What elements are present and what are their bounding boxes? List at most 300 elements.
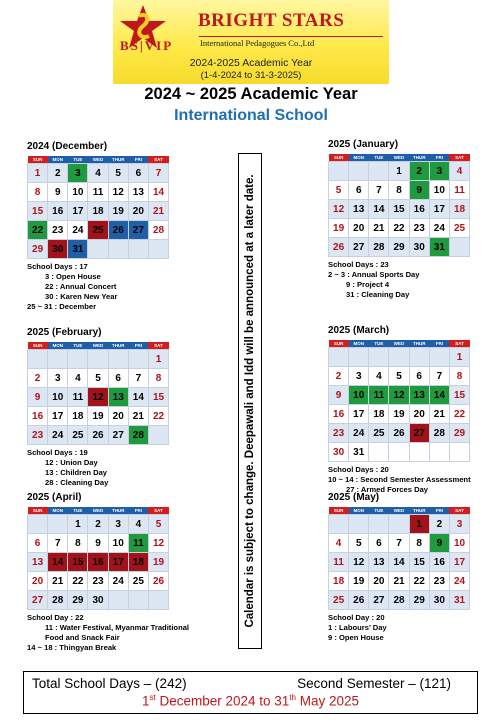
calendar-day: 12 xyxy=(389,386,409,405)
weekday-header: TUE xyxy=(369,154,389,162)
weekday-header: SAT xyxy=(449,154,469,162)
calendar-day: 10 xyxy=(68,183,88,202)
calendar-day: 3 xyxy=(449,515,469,534)
month-title: 2025 (May) xyxy=(328,492,380,503)
calendar-day: 21 xyxy=(128,407,148,426)
calendar-day: 25 xyxy=(449,219,469,238)
weekday-header: FRI xyxy=(429,507,449,515)
calendar-day: 18 xyxy=(128,553,148,572)
weekday-header: SUN xyxy=(329,340,349,348)
page-title: 2024 ~ 2025 Academic Year xyxy=(144,85,358,103)
calendar-day: 17 xyxy=(108,553,128,572)
month-title: 2025 (January) xyxy=(328,139,399,150)
company-name: International Pedagogues Co.,Ltd xyxy=(200,38,315,48)
calendar-day xyxy=(88,240,108,259)
calendar-day: 30 xyxy=(329,443,349,462)
calendar-day: 4 xyxy=(68,369,88,388)
month-february-2025 xyxy=(27,327,169,488)
calendar-day: 8 xyxy=(389,181,409,200)
logo-year: 2024-2025 Academic Year xyxy=(189,57,313,69)
weekday-header: WED xyxy=(88,507,108,515)
calendar-week xyxy=(329,219,470,238)
calendar-day: 8 xyxy=(449,367,469,386)
calendar-day: 5 xyxy=(108,164,128,183)
calendar-day: 10 xyxy=(48,388,68,407)
calendar-day: 3 xyxy=(108,515,128,534)
calendar-day: 11 xyxy=(68,388,88,407)
calendar-day xyxy=(148,591,168,610)
calendar-day: 15 xyxy=(389,200,409,219)
calendar-day: 2 xyxy=(48,164,68,183)
calendar-day: 9 xyxy=(28,388,48,407)
calendar-day xyxy=(48,515,68,534)
calendar-day: 20 xyxy=(108,407,128,426)
weekday-header: TUE xyxy=(68,342,88,350)
note-line: 13 : Children Day xyxy=(45,468,108,477)
calendar-day: 27 xyxy=(349,238,369,257)
calendar-day: 10 xyxy=(429,181,449,200)
calendar-day xyxy=(449,238,469,257)
month-notes xyxy=(27,448,169,488)
calendar-day: 5 xyxy=(88,369,108,388)
calendar-day: 15 xyxy=(409,553,429,572)
calendar-week xyxy=(28,350,169,369)
calendar-day: 9 xyxy=(329,386,349,405)
calendar-day: 21 xyxy=(48,572,68,591)
weekday-header: WED xyxy=(389,507,409,515)
month-notes xyxy=(328,260,470,300)
weekday-header: SAT xyxy=(148,156,168,164)
calendar-day xyxy=(389,443,409,462)
calendar-day xyxy=(329,162,349,181)
calendar-day: 26 xyxy=(148,572,168,591)
weekday-header: SUN xyxy=(28,507,48,515)
calendar-day: 23 xyxy=(409,219,429,238)
calendar-day xyxy=(148,426,168,445)
calendar-day xyxy=(108,350,128,369)
calendar-day: 13 xyxy=(409,386,429,405)
month-notes xyxy=(328,465,471,495)
weekday-header: SUN xyxy=(329,154,349,162)
calendar-week xyxy=(28,369,169,388)
calendar-day: 8 xyxy=(28,183,48,202)
weekday-header: THUR xyxy=(108,156,128,164)
calendar-week xyxy=(329,238,470,257)
calendar-day: 14 xyxy=(48,553,68,572)
weekday-header: MON xyxy=(349,154,369,162)
calendar-grid xyxy=(27,507,169,610)
calendar-day: 28 xyxy=(429,424,449,443)
calendar-day: 19 xyxy=(329,219,349,238)
weekday-header: SAT xyxy=(449,340,469,348)
vertical-note: Calendar is subject to change. Deepawali and Idd will be announced at a later date. xyxy=(244,174,256,628)
calendar-week xyxy=(28,553,169,572)
calendar-day xyxy=(369,348,389,367)
month-january-2025 xyxy=(328,139,470,300)
month-march-2025 xyxy=(328,325,471,495)
calendar-week xyxy=(28,426,169,445)
brand-divider xyxy=(199,36,383,37)
weekday-header: THUR xyxy=(409,507,429,515)
calendar-day xyxy=(409,348,429,367)
calendar-day: 27 xyxy=(28,591,48,610)
calendar-day xyxy=(409,443,429,462)
calendar-day: 18 xyxy=(329,572,349,591)
calendar-day: 21 xyxy=(389,572,409,591)
calendar-day: 31 xyxy=(429,238,449,257)
calendar-day: 29 xyxy=(68,591,88,610)
calendar-day: 26 xyxy=(349,591,369,610)
weekday-header: TUE xyxy=(68,156,88,164)
note-line: School Days : 20 xyxy=(328,465,389,474)
calendar-day: 12 xyxy=(108,183,128,202)
calendar-day: 8 xyxy=(68,534,88,553)
calendar-day xyxy=(28,350,48,369)
calendar-day: 1 xyxy=(389,162,409,181)
calendar-day: 10 xyxy=(349,386,369,405)
weekday-header: FRI xyxy=(429,154,449,162)
calendar-day: 26 xyxy=(88,426,108,445)
calendar-day: 18 xyxy=(369,405,389,424)
month-april-2025 xyxy=(27,492,189,653)
calendar-day: 1 xyxy=(68,515,88,534)
calendar-grid xyxy=(328,154,470,257)
calendar-day: 1 xyxy=(28,164,48,183)
calendar-week xyxy=(28,591,169,610)
calendar-week xyxy=(329,200,470,219)
calendar-day: 25 xyxy=(329,591,349,610)
weekday-header: TUE xyxy=(68,507,88,515)
calendar-day: 12 xyxy=(88,388,108,407)
calendar-day: 2 xyxy=(429,515,449,534)
calendar-day: 4 xyxy=(88,164,108,183)
weekday-header: SUN xyxy=(28,342,48,350)
calendar-day: 22 xyxy=(148,407,168,426)
calendar-week xyxy=(329,553,470,572)
calendar-week xyxy=(28,183,169,202)
calendar-day: 14 xyxy=(429,386,449,405)
calendar-day: 5 xyxy=(389,367,409,386)
calendar-week xyxy=(329,572,470,591)
calendar-day: 14 xyxy=(148,183,168,202)
calendar-day xyxy=(369,162,389,181)
calendar-day xyxy=(329,515,349,534)
calendar-day: 23 xyxy=(329,424,349,443)
note-line: 9 : Project 4 xyxy=(346,280,390,289)
calendar-day: 30 xyxy=(88,591,108,610)
calendar-week xyxy=(329,367,470,386)
calendar-day: 3 xyxy=(429,162,449,181)
total-school-days: Total School Days – (242) xyxy=(32,676,187,691)
calendar-day: 17 xyxy=(449,553,469,572)
calendar-day: 18 xyxy=(68,407,88,426)
calendar-day: 6 xyxy=(349,181,369,200)
weekday-header: WED xyxy=(88,342,108,350)
calendar-day xyxy=(349,515,369,534)
calendar-day: 2 xyxy=(88,515,108,534)
calendar-grid xyxy=(27,156,169,259)
calendar-day: 20 xyxy=(409,405,429,424)
calendar-day: 22 xyxy=(449,405,469,424)
calendar-day: 26 xyxy=(108,221,128,240)
calendar-week xyxy=(28,240,169,259)
calendar-day: 19 xyxy=(349,572,369,591)
note-line: School Day : 22 xyxy=(27,613,84,622)
calendar-day: 11 xyxy=(329,553,349,572)
note-line: 12 : Union Day xyxy=(45,458,98,467)
calendar-grid xyxy=(27,342,169,445)
calendar-week xyxy=(329,534,470,553)
calendar-day: 12 xyxy=(148,534,168,553)
calendar-day: 28 xyxy=(128,426,148,445)
note-line: 25 ~ 31 : December xyxy=(27,302,97,311)
note-line: 27 : Armed Forces Day xyxy=(346,485,429,494)
note-line: 14 ~ 18 : Thingyan Break xyxy=(27,643,117,652)
weekday-header: TUE xyxy=(369,507,389,515)
calendar-week xyxy=(329,162,470,181)
calendar-day: 9 xyxy=(409,181,429,200)
note-line: School Days : 23 xyxy=(328,260,389,269)
note-line: School Days : 17 xyxy=(27,262,88,271)
calendar-day: 7 xyxy=(48,534,68,553)
calendar-day: 8 xyxy=(409,534,429,553)
calendar-day: 24 xyxy=(48,426,68,445)
weekday-header: FRI xyxy=(128,507,148,515)
calendar-day: 28 xyxy=(369,238,389,257)
weekday-header: MON xyxy=(48,342,68,350)
weekday-header: THUR xyxy=(409,340,429,348)
calendar-day: 9 xyxy=(48,183,68,202)
calendar-day: 12 xyxy=(329,200,349,219)
calendar-day: 15 xyxy=(68,553,88,572)
calendar-day: 18 xyxy=(88,202,108,221)
calendar-day: 23 xyxy=(88,572,108,591)
calendar-day: 30 xyxy=(48,240,68,259)
calendar-day: 24 xyxy=(68,221,88,240)
weekday-header: WED xyxy=(389,154,409,162)
calendar-day: 7 xyxy=(429,367,449,386)
calendar-day: 14 xyxy=(389,553,409,572)
calendar-day: 7 xyxy=(128,369,148,388)
month-title: 2025 (February) xyxy=(27,327,102,338)
calendar-day: 15 xyxy=(449,386,469,405)
calendar-day: 4 xyxy=(329,534,349,553)
calendar-day: 6 xyxy=(369,534,389,553)
calendar-day: 2 xyxy=(329,367,349,386)
calendar-week xyxy=(28,534,169,553)
weekday-header: MON xyxy=(48,507,68,515)
calendar-day: 25 xyxy=(88,221,108,240)
calendar-day: 13 xyxy=(128,183,148,202)
calendar-day: 24 xyxy=(349,424,369,443)
calendar-day: 6 xyxy=(409,367,429,386)
calendar-day: 30 xyxy=(409,238,429,257)
calendar-day xyxy=(329,348,349,367)
calendar-week xyxy=(329,181,470,200)
calendar-week xyxy=(28,407,169,426)
calendar-day: 30 xyxy=(429,591,449,610)
note-line: 1 : Labours’ Day xyxy=(328,623,387,632)
calendar-day: 27 xyxy=(369,591,389,610)
note-line: 31 : Cleaning Day xyxy=(346,290,410,299)
weekday-header: SUN xyxy=(329,507,349,515)
calendar-day: 12 xyxy=(349,553,369,572)
calendar-day: 22 xyxy=(68,572,88,591)
calendar-day: 11 xyxy=(128,534,148,553)
weekday-header: SUN xyxy=(28,156,48,164)
calendar-day: 11 xyxy=(88,183,108,202)
note-line: 28 : Cleaning Day xyxy=(45,478,109,487)
note-line: 3 : Open House xyxy=(45,272,101,281)
calendar-day: 19 xyxy=(88,407,108,426)
calendar-day: 16 xyxy=(329,405,349,424)
calendar-day: 22 xyxy=(389,219,409,238)
calendar-day: 9 xyxy=(88,534,108,553)
calendar-day: 6 xyxy=(28,534,48,553)
calendar-day: 29 xyxy=(449,424,469,443)
note-line: 22 : Annual Concert xyxy=(45,282,117,291)
weekday-header: SAT xyxy=(148,342,168,350)
calendar-grid xyxy=(328,340,470,462)
month-notes xyxy=(27,613,189,653)
calendar-day: 14 xyxy=(369,200,389,219)
note-line: 2 ~ 3 : Annual Sports Day xyxy=(328,270,420,279)
calendar-day xyxy=(128,350,148,369)
calendar-day: 18 xyxy=(449,200,469,219)
vertical-note-box xyxy=(238,153,262,649)
calendar-day: 23 xyxy=(429,572,449,591)
calendar-day: 17 xyxy=(429,200,449,219)
calendar-day: 20 xyxy=(28,572,48,591)
month-notes xyxy=(328,613,470,643)
calendar-day xyxy=(108,591,128,610)
note-line: 30 : Karen New Year xyxy=(45,292,118,301)
calendar-day: 28 xyxy=(148,221,168,240)
calendar-week xyxy=(28,388,169,407)
calendar-day: 22 xyxy=(28,221,48,240)
calendar-week xyxy=(28,202,169,221)
calendar-week xyxy=(28,221,169,240)
calendar-day: 13 xyxy=(369,553,389,572)
note-line: Food and Snack Fair xyxy=(45,633,120,642)
calendar-day: 2 xyxy=(28,369,48,388)
calendar-day: 6 xyxy=(128,164,148,183)
calendar-day: 27 xyxy=(128,221,148,240)
calendar-day xyxy=(48,350,68,369)
calendar-day: 16 xyxy=(48,202,68,221)
calendar-day: 16 xyxy=(409,200,429,219)
calendar-day: 2 xyxy=(409,162,429,181)
weekday-header: WED xyxy=(389,340,409,348)
calendar-day: 5 xyxy=(148,515,168,534)
calendar-day: 4 xyxy=(369,367,389,386)
weekday-header: SAT xyxy=(449,507,469,515)
second-semester-days: Second Semester – (121) xyxy=(297,676,451,691)
weekday-header: FRI xyxy=(128,342,148,350)
calendar-day: 1 xyxy=(148,350,168,369)
calendar-day: 27 xyxy=(409,424,429,443)
weekday-header: MON xyxy=(349,340,369,348)
calendar-day: 7 xyxy=(148,164,168,183)
calendar-day: 24 xyxy=(429,219,449,238)
calendar-week xyxy=(329,424,470,443)
calendar-day: 21 xyxy=(148,202,168,221)
weekday-header: THUR xyxy=(108,507,128,515)
calendar-day: 1 xyxy=(409,515,429,534)
calendar-day xyxy=(389,348,409,367)
calendar-day: 19 xyxy=(148,553,168,572)
date-range: 1st December 2024 to 31th May 2025 xyxy=(141,693,360,709)
calendar-day: 14 xyxy=(128,388,148,407)
calendar-day: 28 xyxy=(389,591,409,610)
month-notes xyxy=(27,262,169,312)
calendar-day: 5 xyxy=(329,181,349,200)
calendar-week xyxy=(329,443,470,462)
calendar-day xyxy=(389,515,409,534)
weekday-header: WED xyxy=(88,156,108,164)
calendar-day xyxy=(148,240,168,259)
calendar-day: 31 xyxy=(68,240,88,259)
calendar-day xyxy=(349,162,369,181)
calendar-day: 26 xyxy=(389,424,409,443)
calendar-day xyxy=(128,240,148,259)
calendar-day: 17 xyxy=(349,405,369,424)
calendar-day xyxy=(28,515,48,534)
calendar-day xyxy=(128,591,148,610)
note-line: 10 ~ 14 : Second Semester Assessment xyxy=(328,475,471,484)
calendar-day: 22 xyxy=(409,572,429,591)
calendar-day: 20 xyxy=(128,202,148,221)
calendar-day: 6 xyxy=(108,369,128,388)
calendar-day: 16 xyxy=(28,407,48,426)
calendar-day: 16 xyxy=(429,553,449,572)
calendar-week xyxy=(329,405,470,424)
brand-name: BRIGHT STARS xyxy=(198,10,345,31)
calendar-day: 16 xyxy=(88,553,108,572)
calendar-day: 11 xyxy=(449,181,469,200)
calendar-day: 24 xyxy=(108,572,128,591)
calendar-day: 19 xyxy=(108,202,128,221)
calendar-day: 4 xyxy=(128,515,148,534)
calendar-day: 4 xyxy=(449,162,469,181)
calendar-week xyxy=(28,572,169,591)
month-may-2025 xyxy=(328,492,470,643)
calendar-day: 3 xyxy=(68,164,88,183)
calendar-day: 3 xyxy=(349,367,369,386)
weekday-header: SAT xyxy=(148,507,168,515)
calendar-day: 15 xyxy=(28,202,48,221)
school-title: International School xyxy=(174,107,328,124)
calendar-day xyxy=(369,515,389,534)
note-line: 9 : Open House xyxy=(328,633,384,642)
calendar-day xyxy=(369,443,389,462)
calendar-day: 7 xyxy=(389,534,409,553)
calendar-day: 21 xyxy=(429,405,449,424)
weekday-header: FRI xyxy=(128,156,148,164)
month-title: 2025 (April) xyxy=(27,492,82,503)
calendar-day: 26 xyxy=(329,238,349,257)
calendar-day: 23 xyxy=(28,426,48,445)
logo-range: (1-4-2024 to 31-3-2025) xyxy=(200,70,302,81)
calendar-day xyxy=(108,240,128,259)
calendar-day: 24 xyxy=(449,572,469,591)
calendar-day xyxy=(88,350,108,369)
calendar-grid xyxy=(328,507,470,610)
calendar-day: 19 xyxy=(389,405,409,424)
calendar-day: 1 xyxy=(449,348,469,367)
month-title: 2025 (March) xyxy=(328,325,390,336)
month-title: 2024 (December) xyxy=(27,141,108,152)
